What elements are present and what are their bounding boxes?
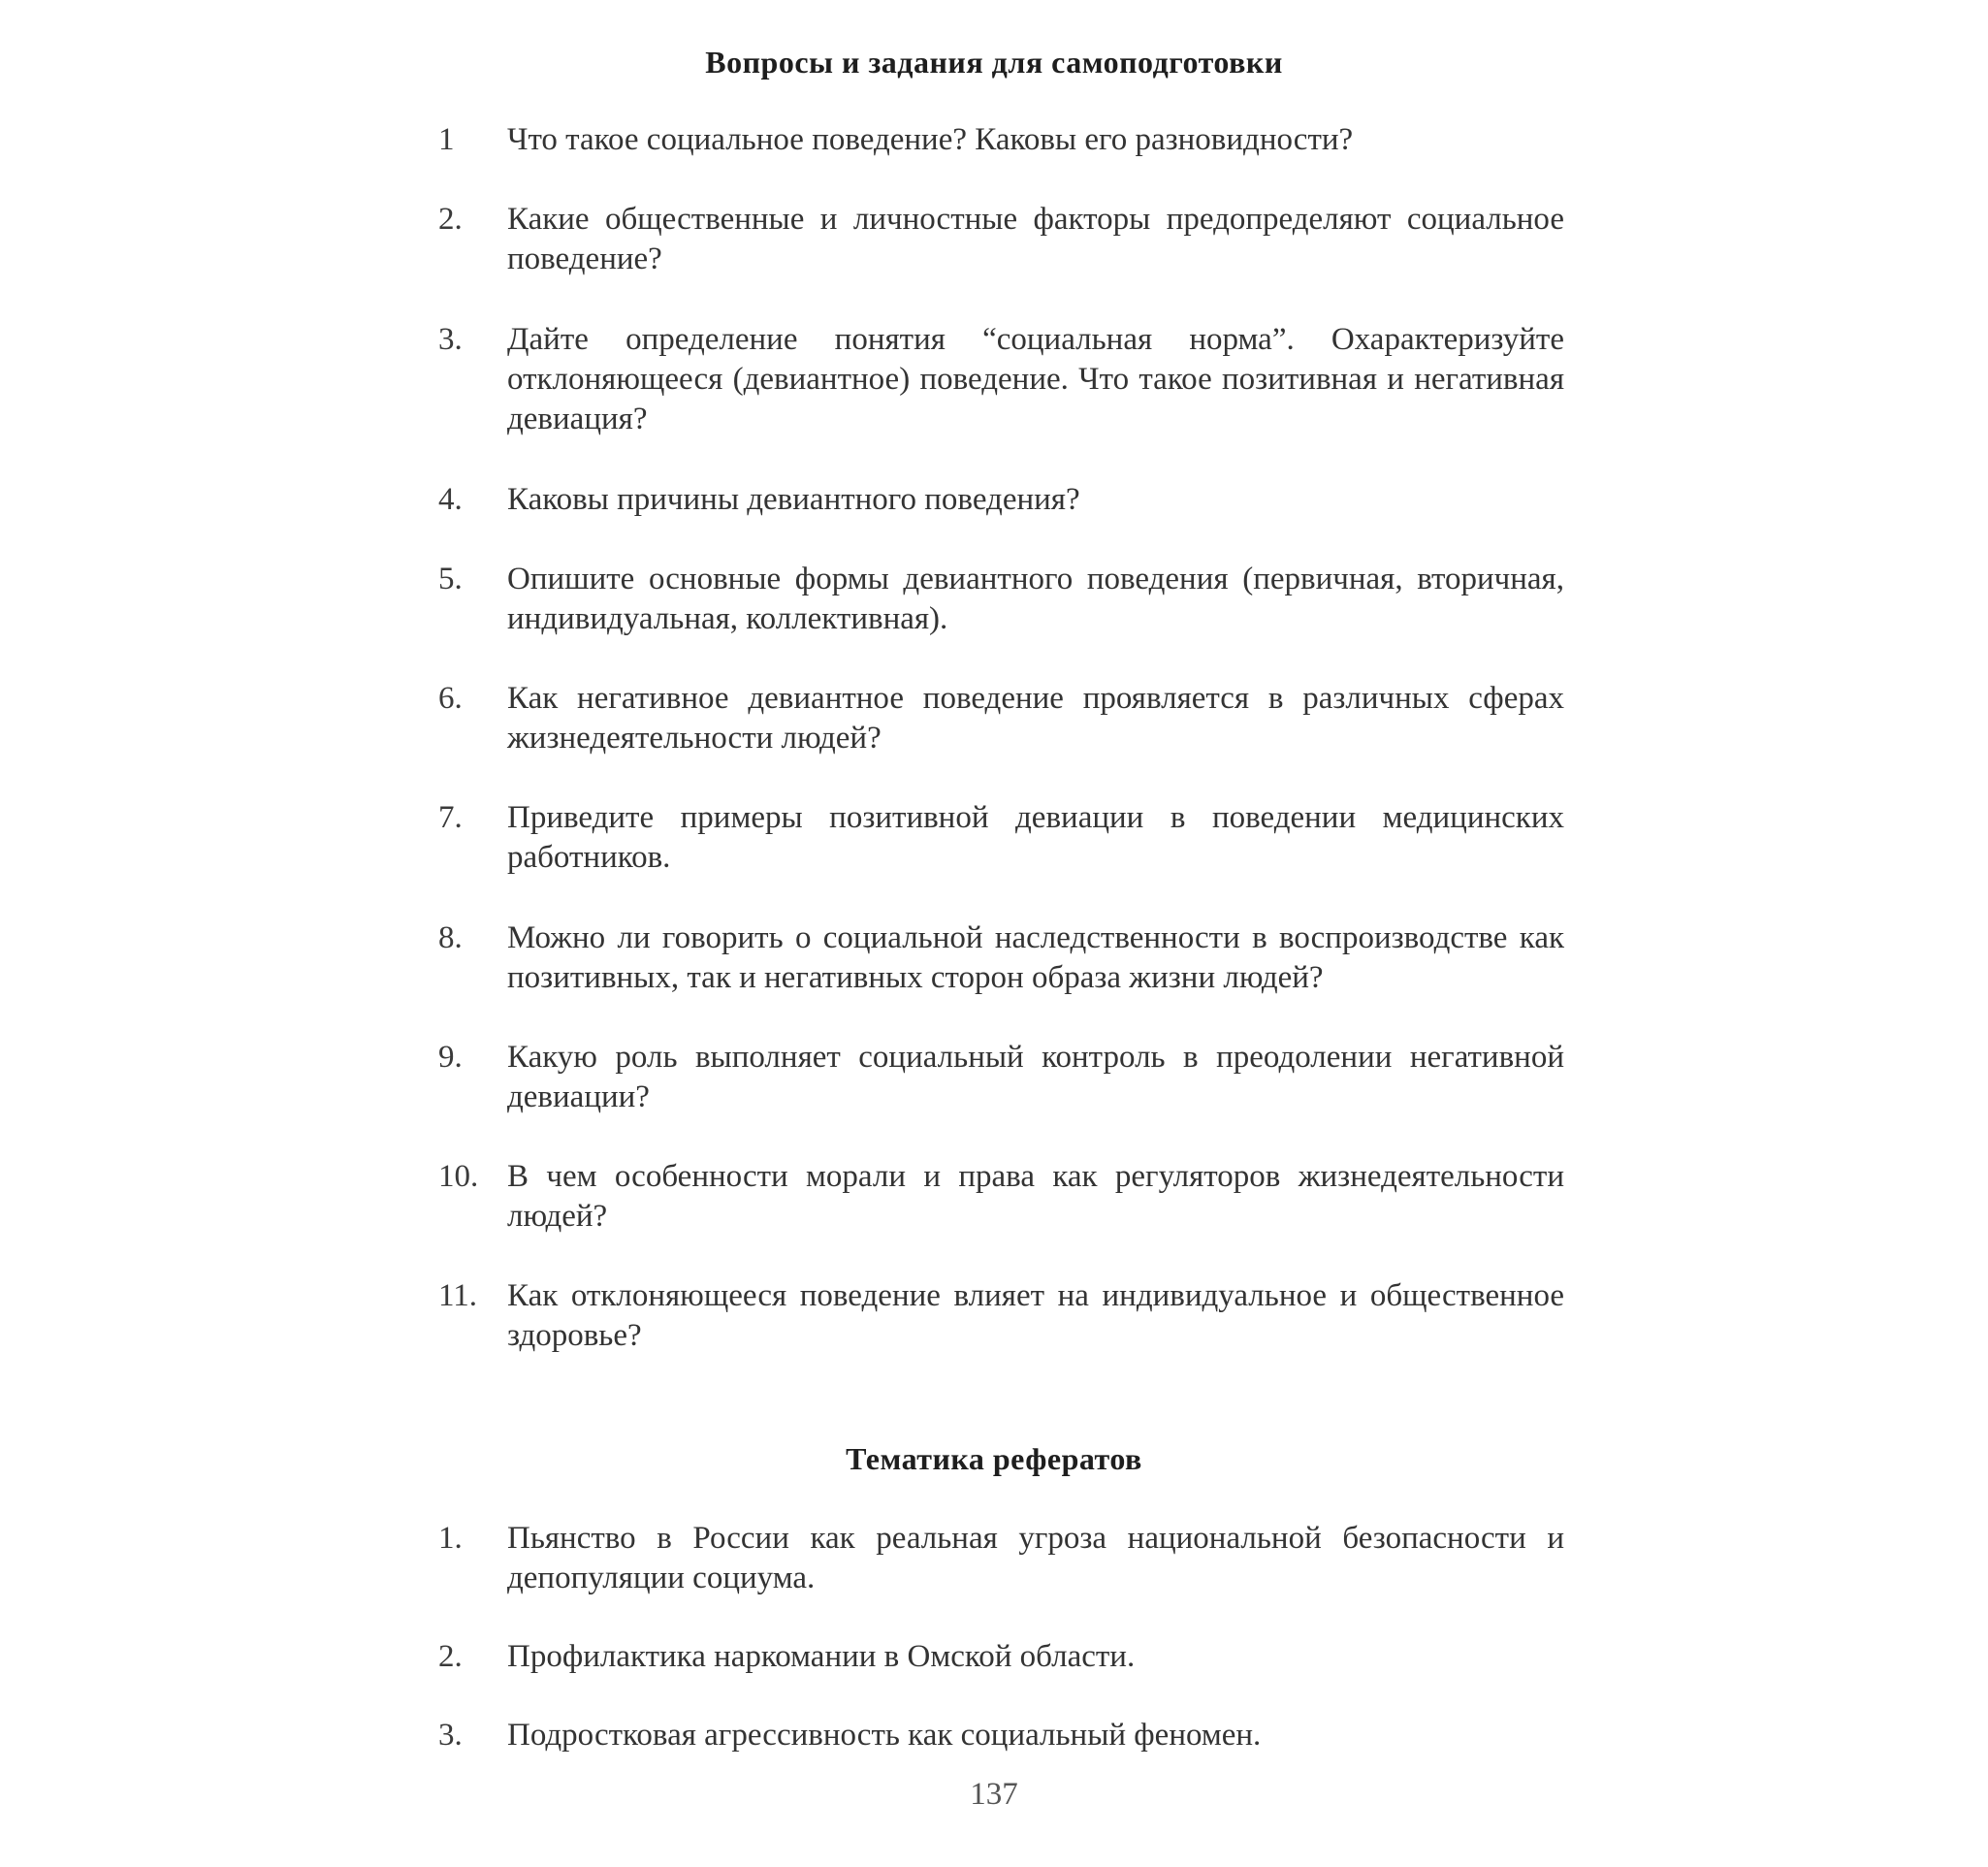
item-text: Что такое социальное поведение? Каковы его разновидности? — [507, 122, 1354, 157]
page-number: 137 — [970, 1777, 1018, 1812]
item-number: 2. — [438, 1639, 463, 1674]
item-number: 5. — [438, 562, 463, 596]
item-text: Приведите примеры позитивной девиации в поведении медицинских работников. — [507, 800, 1564, 875]
item-number: 10. — [438, 1159, 479, 1194]
item-number: 3. — [438, 1718, 463, 1753]
item-text: Какую роль выполняет социальный контроль в преодолении негативной девиации? — [507, 1040, 1564, 1114]
item-text: Дайте определение понятия “социальная норма”. Охарактеризуйте отклоняющееся (девиантное) поведение. Что такое позитивная и негативная девиация? — [507, 322, 1564, 436]
item-number: 3. — [438, 322, 463, 357]
item-number: 2. — [438, 202, 463, 237]
item-text: В чем особенности морали и права как регуляторов жизнедеятельности людей? — [507, 1159, 1564, 1234]
section-heading-self-study: Вопросы и задания для самоподготовки — [705, 45, 1283, 80]
item-text: Как отклоняющееся поведение влияет на индивидуальное и общественное здоровье? — [507, 1278, 1564, 1353]
item-text: Какие общественные и личностные факторы предопределяют социальное поведение? — [507, 202, 1564, 276]
section-heading-essay-topics: Тематика рефератов — [846, 1441, 1142, 1476]
item-number: 9. — [438, 1040, 463, 1075]
item-number: 11. — [438, 1278, 478, 1313]
item-text: Подростковая агрессивность как социальный феномен. — [507, 1718, 1262, 1753]
item-text: Можно ли говорить о социальной наследственности в воспроизводстве как позитивных, так и негативных сторон образа жизни людей? — [507, 920, 1564, 995]
item-number: 1. — [438, 1521, 463, 1556]
item-text: Опишите основные формы девиантного поведения (первичная, вторичная, индивидуальная, коллективная). — [507, 562, 1564, 636]
item-text: Каковы причины девиантного поведения? — [507, 482, 1080, 517]
item-number: 4. — [438, 482, 463, 517]
item-number: 8. — [438, 920, 463, 955]
item-number: 6. — [438, 681, 463, 716]
item-text: Профилактика наркомании в Омской области. — [507, 1639, 1136, 1674]
item-text: Пьянство в России как реальная угроза национальной безопасности и депопуляции социума. — [507, 1521, 1564, 1595]
item-text: Как негативное девиантное поведение проявляется в различных сферах жизнедеятельности людей? — [507, 681, 1564, 756]
item-number: 7. — [438, 800, 463, 835]
item-number: 1 — [438, 122, 455, 157]
